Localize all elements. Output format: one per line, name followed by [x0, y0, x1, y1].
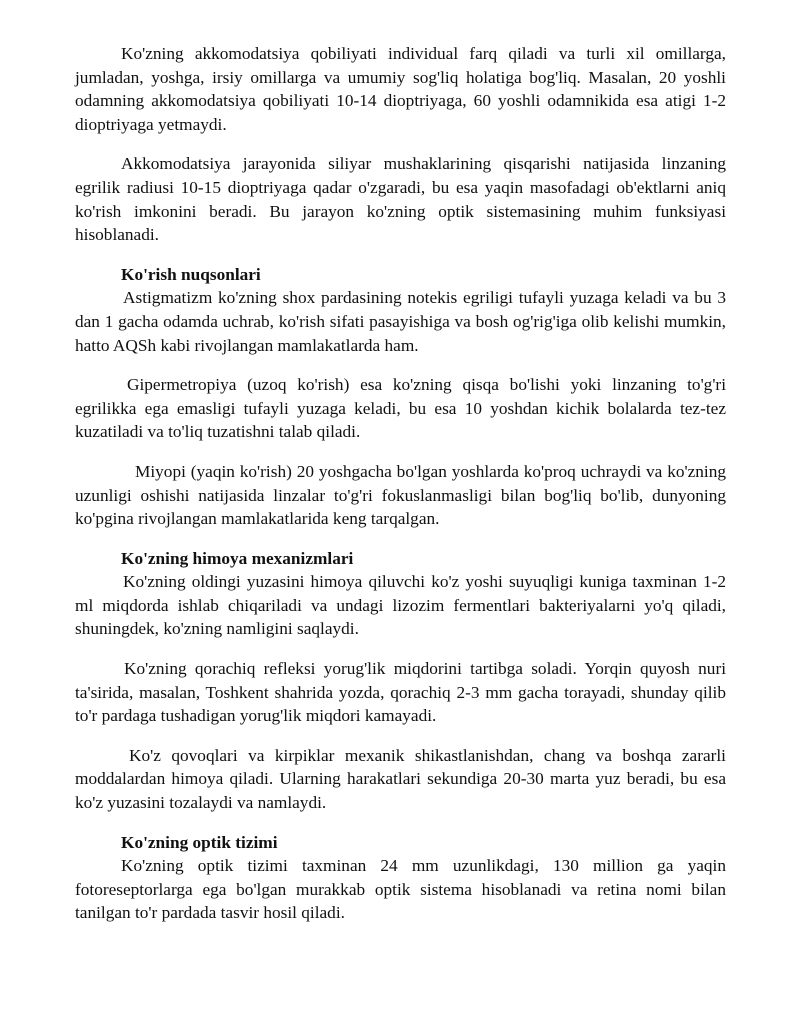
- section-paragraph: Astigmatizm ko'zning shox pardasining notekis egriligi tufayli yuzaga keladi va bu 3 dan 1 gacha odamda uchrab, ko'rish sifati pasayishiga va bosh og'rig'iga olib kelishi mumkin, hatto AQSh kabi rivojlangan mamlakatlarda ham.: [75, 288, 726, 355]
- section-paragraph: Ko'zning qorachiq refleksi yorug'lik miqdorini tartibga soladi. Yorqin quyosh nuri ta'sirida, masalan, Toshkent shahrida yozda, qorachiq 2-3 mm gacha torayadi, shunday qilib to'r pardaga tushadigan yorug'lik miqdori kamayadi.: [75, 659, 726, 726]
- section-heading: Ko'zning optik tizimi: [121, 832, 278, 852]
- section-vision-defects: [75, 263, 726, 531]
- section-paragraph: Miyopi (yaqin ko'rish) 20 yoshgacha bo'lgan yoshlarda ko'proq uchraydi va ko'zning uzunligi oshishi natijasida linzalar to'g'ri fokuslanmasligi bilan bog'liq bo'lib, dunyoning ko'pgina rivojlangan mamlakatlarida keng tarqalgan.: [75, 461, 726, 529]
- document-page: [75, 42, 726, 941]
- section-paragraph: Gipermetropiya (uzoq ko'rish) esa ko'zning qisqa bo'lishi yoki linzaning to'g'ri egrilikka ega emasligi tufayli yuzaga keladi, bu esa 10 yoshdan kichik bolalarda tez-tez kuzatiladi va to'liq tuzatishni talab qiladi.: [75, 375, 726, 442]
- intro-paragraph: Akkomodatsiya jarayonida siliyar mushaklarining qisqarishi natijasida linzaning egrilik radiusi 10-15 dioptriyaga qadar o'zgaradi, bu esa yaqin masofadagi ob'ektlarni aniq ko'rish imkonini beradi. Bu jarayon ko'zning optik sistemasining muhim funksiyasi hisoblanadi.: [75, 154, 726, 245]
- section-paragraph: Ko'zning optik tizimi taxminan 24 mm uzunlikdagi, 130 million ga yaqin fotoreseptorlarga ega bo'lgan murakkab optik sistema hisoblanadi va retina nomi bilan tanilgan to'r pardada tasvir hosil qiladi.: [75, 856, 726, 923]
- section-heading: Ko'rish nuqsonlari: [121, 264, 261, 284]
- intro-paragraph: Ko'zning akkomodatsiya qobiliyati individual farq qiladi va turli xil omillarga, jumladan, yoshga, irsiy omillarga va umumiy sog'liq holatiga bog'liq. Masalan, 20 yoshli odamning akkomodatsiya qobiliyati 10-14 dioptriyaga, 60 yoshli odamnikida esa atigi 1-2 dioptriyaga yetmaydi.: [75, 44, 726, 134]
- section-eye-protection: [75, 547, 726, 815]
- section-optical-system: [75, 831, 726, 925]
- section-paragraph: Ko'z qovoqlari va kirpiklar mexanik shikastlanishdan, chang va boshqa zararli moddalardan himoya qiladi. Ularning harakatlari sekundiga 20-30 marta yuz beradi, bu esa ko'z yuzasini tozalaydi va namlaydi.: [75, 745, 726, 813]
- section-paragraph: Ko'zning oldingi yuzasini himoya qiluvchi ko'z yoshi suyuqligi kuniga taxminan 1-2 ml miqdorda ishlab chiqariladi va undagi lizozim fermentlari bakteriyalarni yo'q qiladi, shuningdek, ko'zning namligini saqlaydi.: [75, 572, 726, 639]
- section-heading: Ko'zning himoya mexanizmlari: [121, 548, 354, 568]
